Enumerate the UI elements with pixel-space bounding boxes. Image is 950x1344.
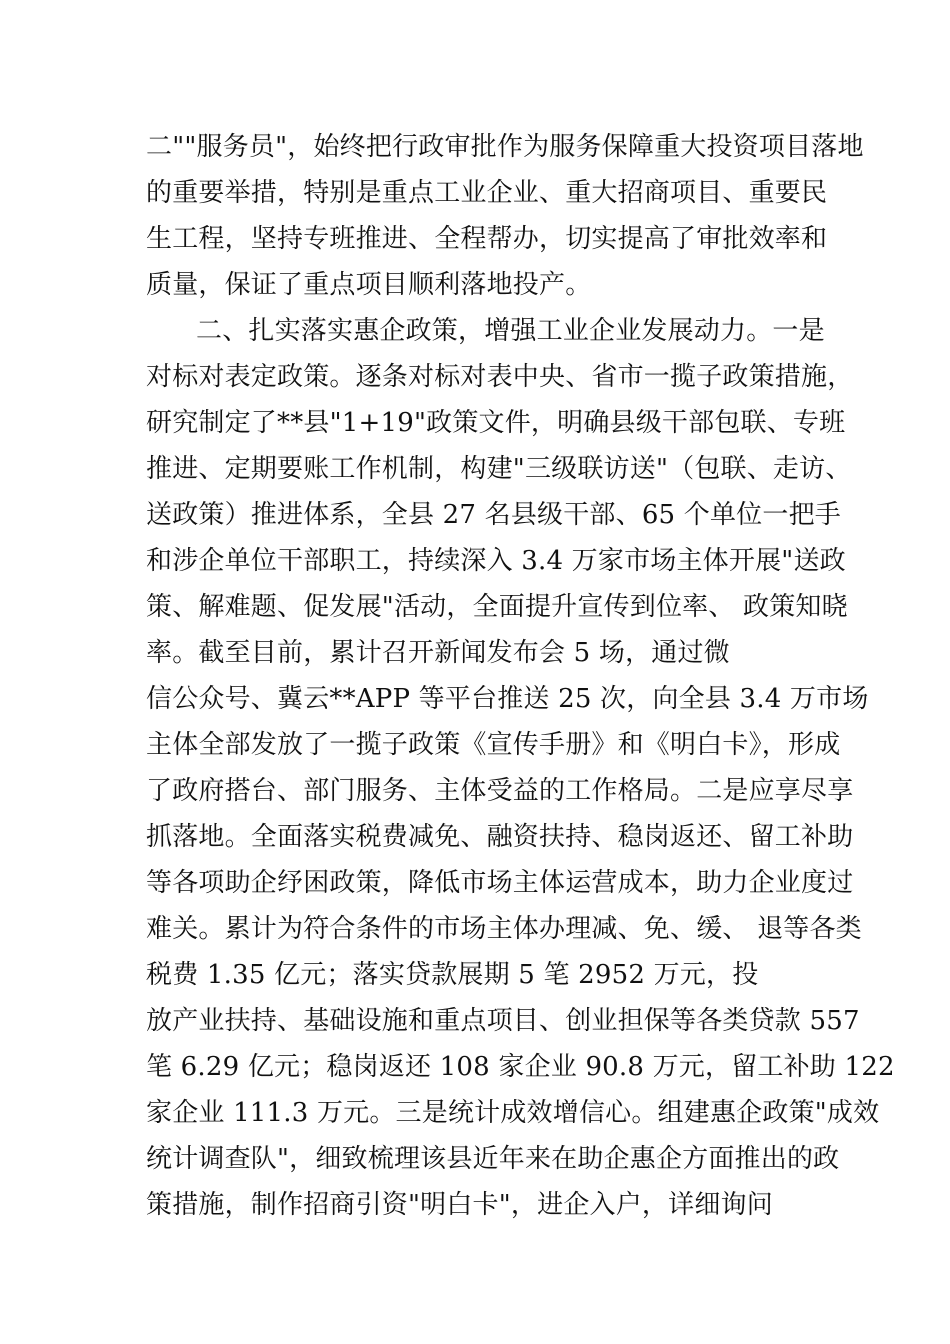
text-line: 信公众号、冀云**APP 等平台推送 25 次，向全县 3.4 万市场 bbox=[146, 684, 869, 714]
text-line: 主体全部发放了一揽子政策《宣传手册》和《明白卡》，形成 bbox=[146, 730, 841, 760]
paragraph-heading-line: 二、扎实落实惠企政策，增强工业企业发展动力。一是 bbox=[196, 316, 825, 346]
text-line: 研究制定了**县"1+19"政策文件，明确县级干部包联、专班 bbox=[146, 408, 846, 438]
text-line: 税费 1.35 亿元；落实贷款展期 5 笔 2952 万元，投 bbox=[146, 960, 759, 990]
text-line: 放产业扶持、基础设施和重点项目、创业担保等各类贷款 557 bbox=[146, 1006, 860, 1036]
text-line: 对标对表定政策。逐条对标对表中央、省市一揽子政策措施， bbox=[146, 362, 854, 392]
text-line: 和涉企单位干部职工，持续深入 3.4 万家市场主体开展"送政 bbox=[146, 546, 846, 576]
text-line: 送政策）推进体系，全县 27 名县级干部、65 个单位一把手 bbox=[146, 500, 841, 530]
text-line: 生工程，坚持专班推进、全程帮办，切实提高了审批效率和 bbox=[146, 224, 828, 254]
text-line: 二""服务员"，始终把行政审批作为服务保障重大投资项目落地 bbox=[146, 132, 864, 162]
text-line: 了政府搭台、部门服务、主体受益的工作格局。二是应享尽享 bbox=[146, 776, 854, 806]
text-line: 难关。累计为符合条件的市场主体办理减、免、缓、 退等各类 bbox=[146, 914, 862, 944]
text-line: 的重要举措，特别是重点工业企业、重大招商项目、重要民 bbox=[146, 178, 828, 208]
text-line: 统计调查队"，细致梳理该县近年来在助企惠企方面推出的政 bbox=[146, 1144, 840, 1174]
text-line: 策、解难题、促发展"活动，全面提升宣传到位率、 政策知晓 bbox=[146, 592, 848, 622]
text-line: 家企业 111.3 万元。三是统计成效增信心。组建惠企政策"成效 bbox=[146, 1098, 880, 1128]
text-line: 推进、定期要账工作机制，构建"三级联访送"（包联、走访、 bbox=[146, 454, 852, 484]
text-line: 率。截至目前，累计召开新闻发布会 5 场，通过微 bbox=[146, 638, 730, 668]
body-text bbox=[146, 124, 895, 1228]
text-line: 等各项助企纾困政策，降低市场主体运营成本，助力企业度过 bbox=[146, 868, 854, 898]
text-line: 策措施，制作招商引资"明白卡"，进企入户，详细询问 bbox=[146, 1190, 773, 1220]
text-line: 质量，保证了重点项目顺利落地投产。 bbox=[146, 270, 592, 300]
text-line: 笔 6.29 亿元；稳岗返还 108 家企业 90.8 万元，留工补助 122 bbox=[146, 1052, 895, 1082]
text-line: 抓落地。全面落实税费减免、融资扶持、稳岗返还、留工补助 bbox=[146, 822, 854, 852]
